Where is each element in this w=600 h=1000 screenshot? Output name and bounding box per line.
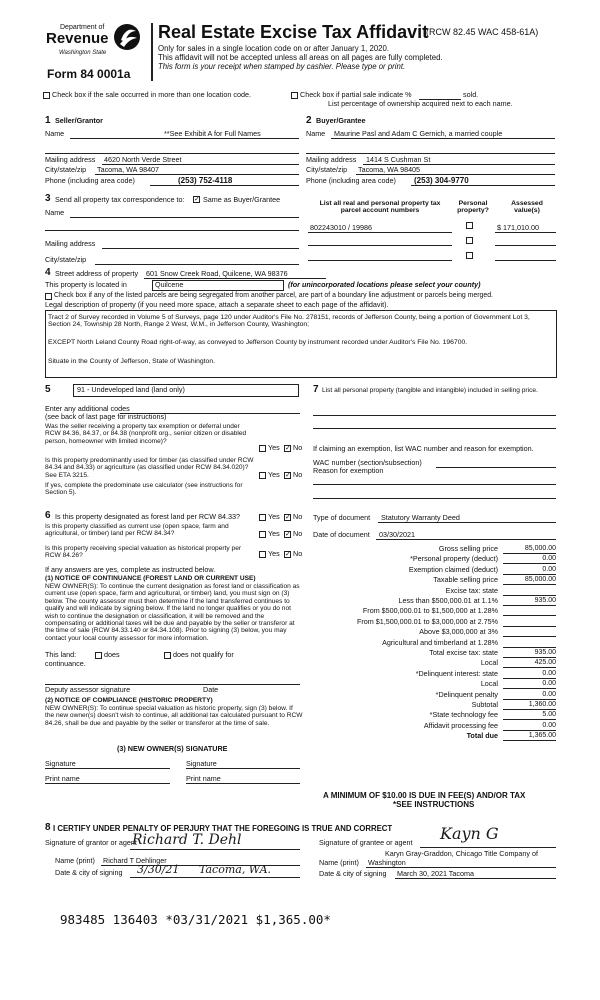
- land-does-not-checkbox[interactable]: [164, 652, 171, 659]
- seller-city-label: City/state/zip: [45, 165, 87, 174]
- personal-property-checkbox-2[interactable]: [466, 237, 473, 244]
- header-note-2: This affidavit will not be accepted unless all areas on all pages are fully completed.: [158, 53, 443, 62]
- additional-codes-note: (see back of last page for instructions): [45, 412, 167, 421]
- logo-state: Washington State: [59, 50, 107, 56]
- calc-row-label: Exemption claimed (deduct): [408, 565, 498, 574]
- segregated-checkbox[interactable]: [45, 293, 52, 300]
- calc-row-label: *Delinquent penalty: [435, 690, 498, 699]
- if-any-yes-note: If any answers are yes, complete as instructed below.: [45, 565, 216, 574]
- land-does-checkbox[interactable]: [95, 652, 102, 659]
- historic-question: Is this property receiving special valuation as historical property per RCW 84.26?: [45, 545, 242, 560]
- assessed-col-head: Assessed value(s): [511, 200, 543, 215]
- buyer-phone-label: Phone (including area code): [306, 176, 396, 185]
- current-use-yes-checkbox[interactable]: [259, 531, 266, 538]
- street-address-value: 601 Snow Creek Road, Quilcene, WA 98376: [146, 269, 288, 278]
- parcel-1-value: 802243010 / 19986: [310, 223, 372, 232]
- buyer-phone-line: [411, 185, 555, 186]
- calc-row-line: [503, 730, 556, 731]
- corr-mail-label: Mailing address: [45, 239, 96, 248]
- same-as-buyer-checkbox[interactable]: ✓: [194, 196, 200, 203]
- calc-row-label: Affidavit processing fee: [423, 721, 498, 730]
- calc-row-line: [503, 657, 556, 658]
- forest-no-checkbox[interactable]: ✓: [285, 514, 291, 521]
- calc-row-value: 1,365.00: [528, 732, 556, 739]
- compliance-notice-body: NEW OWNER(S): To continue special valuation as historic property, sign (3) below. If the new owner(s) doesn't wish to continue, all additional tax calculated pursuant to RCW 84.26, shall be due and payable by the seller or transferor at the time of sale.: [45, 705, 303, 727]
- document-type-value: Statutory Warranty Deed: [381, 513, 460, 522]
- section-6-number: 6: [45, 510, 51, 521]
- document-date-label: Date of document: [313, 530, 370, 539]
- calc-row-line: [503, 740, 556, 741]
- calc-row-line: [503, 595, 556, 596]
- legal-desc-paragraph-1: Tract 2 of Survey recorded in Volume 5 of Surveys, page 120 under Auditor's File No. 278151, records of Jefferson County, being a portion of Government Lot 3, Section 24, Township 28 North, Range 2 West, W.M., in Jefferson County, Washington;: [48, 314, 530, 329]
- land-does-label: does: [104, 650, 120, 659]
- calc-row-label: Agricultural and timberland at 1.28%: [382, 638, 498, 647]
- land-does-not-label: does not qualify for: [173, 650, 234, 659]
- forest-no-label: No: [293, 512, 303, 521]
- cashier-receipt-stamp: 983485 136403 *03/31/2021 $1,365.00*: [60, 912, 331, 927]
- certify-statement: I CERTIFY UNDER PENALTY OF PERJURY THAT THE FOREGOING IS TRUE AND CORRECT: [53, 824, 393, 833]
- calc-row-label: Less than $500,000.01 at 1.1%: [398, 596, 498, 605]
- unincorporated-note: (for unincorporated locations please select your county): [288, 280, 481, 289]
- continuance-label: continuance.: [45, 659, 86, 668]
- calc-row-label: Local: [480, 679, 498, 688]
- assessed-1-value: $ 171,010.00: [497, 223, 539, 232]
- timber-yes-checkbox[interactable]: [259, 472, 266, 479]
- legal-desc-label: Legal description of property (if you need more space, attach a separate sheet to each page of the affidavit).: [45, 300, 389, 309]
- corr-city-label: City/state/zip: [45, 255, 87, 264]
- seller-mail-label: Mailing address: [45, 155, 96, 164]
- calc-row-line: [503, 605, 556, 606]
- historic-yes-checkbox[interactable]: [259, 551, 266, 558]
- current-use-no-label: No: [293, 529, 303, 538]
- current-use-yes-label: Yes: [268, 529, 280, 538]
- buyer-blank-line: [306, 153, 555, 154]
- legal-desc-paragraph-3: Situate in the County of Jefferson, State of Washington.: [48, 358, 216, 365]
- historic-no-checkbox[interactable]: ✓: [285, 551, 291, 558]
- grantor-signature: Richard T. Dehl: [132, 832, 242, 848]
- calc-row-value: 1,360.00: [528, 701, 556, 708]
- grantee-signature-line: [420, 847, 556, 848]
- calc-row-label: From $1,500,000.01 to $3,000,000 at 2.75%: [356, 617, 498, 626]
- personal-property-checkbox-1[interactable]: [466, 222, 473, 229]
- street-address-line: [144, 278, 326, 279]
- section-3-number: 3: [45, 193, 51, 204]
- calc-row-line: [503, 709, 556, 710]
- grantor-city-value: Tacoma, WA.: [199, 863, 272, 876]
- located-in-label: This property is located in: [45, 280, 127, 289]
- current-use-question: Is this property classified as current use (open space, farm and agricultural, or timber) land per RCW 84.34?: [45, 523, 229, 538]
- personal-property-checkbox-3[interactable]: [466, 252, 473, 259]
- continuance-notice-body: NEW OWNER(S): To continue the current designation as forest land or classification as current use (open space, farm and agricultural, or timber) land, you must sign on (3) below. The county assessor must then determine if the land transferred continues to qualify and will indicate by signing below. If the land no longer qualifies or you do not wish to continue the designation or classification, it will be removed and the compensating or additional taxes will be due and payable by the seller or transferor at the time of sale (RCW 84.33.140 or 84.34.108). Prior to signing (3) below, you may contact your local county assessor for more information.: [45, 583, 300, 642]
- legal-desc-paragraph-2: EXCEPT North Leland County Road right-of-way, as conveyed to Jefferson County by instrument recorded under Auditor's File No. 196700.: [48, 339, 468, 346]
- grantor-signature-line: [130, 849, 300, 850]
- document-type-label: Type of document: [313, 513, 371, 522]
- minimum-fee-note: A MINIMUM OF $10.00 IS DUE IN FEE(S) AND/OR TAX: [323, 791, 526, 800]
- calc-row-line: [503, 719, 556, 720]
- personal-property-line-2: [313, 428, 556, 429]
- calc-row-label: *Personal property (deduct): [410, 554, 498, 563]
- exemption-list-label: If claiming an exemption, list WAC number and reason for exemption.: [313, 444, 534, 453]
- corr-city-line: [95, 264, 299, 265]
- logo-revenue: Revenue: [46, 30, 109, 47]
- corr-name-line: [70, 217, 299, 218]
- timber-note: If yes, complete the predominate use calculator (see instructions for Section 5).: [45, 482, 243, 497]
- tax-corr-label: Send all property tax correspondence to:: [55, 195, 185, 204]
- calc-row-label: *Delinquent interest: state: [415, 669, 498, 678]
- forest-yes-checkbox[interactable]: [259, 514, 266, 521]
- grantee-date-label: Date & city of signing: [319, 869, 387, 878]
- deputy-signature-label: Deputy assessor signature: [45, 685, 131, 694]
- assessed-line-3: [495, 260, 556, 261]
- dor-logo: [44, 22, 144, 66]
- seller-city-line: [95, 174, 299, 175]
- document-type-line: [378, 522, 556, 523]
- exemption-reason-line-2: [313, 498, 556, 499]
- location-select-value: Quilcene: [155, 280, 184, 289]
- buyer-mail-value: 1414 S Cushman St: [366, 155, 431, 164]
- calc-row-label: Subtotal: [471, 700, 498, 709]
- calc-row-value: 0.00: [542, 555, 556, 562]
- owner-print-label-2: Print name: [186, 774, 221, 783]
- calc-row-label: Total due: [466, 731, 498, 740]
- exemption-reason-label: Reason for exemption: [313, 466, 384, 475]
- form-number: Form 84 0001a: [47, 67, 131, 81]
- grantee-name-label: Name (print): [319, 858, 359, 867]
- seller-name-value: **See Exhibit A for Full Names: [164, 129, 261, 138]
- form-rcw: (RCW 82.45 WAC 458-61A): [426, 27, 539, 37]
- calc-row-line: [503, 699, 556, 700]
- assessed-line-1: [495, 232, 556, 233]
- calc-row-value: 0.00: [542, 670, 556, 677]
- exemption-no-label: No: [293, 443, 303, 452]
- seller-phone-label: Phone (including area code): [45, 176, 135, 185]
- logo-department: Department of: [60, 24, 105, 31]
- calc-row-value: 425.00: [534, 659, 556, 666]
- partial-ownership-note: List percentage of ownership acquired next to each name.: [328, 99, 513, 108]
- document-date-line: [376, 539, 556, 540]
- buyer-name-label: Name: [306, 129, 326, 138]
- calc-row-line: [503, 688, 556, 689]
- calc-row-label: *State technology fee: [429, 710, 498, 719]
- calc-row-line: [503, 647, 556, 648]
- form-title: Real Estate Excise Tax Affidavit: [158, 22, 429, 42]
- grantee-signature: Kayn G: [440, 824, 499, 843]
- grantor-signature-label: Signature of grantor or agent: [45, 838, 137, 847]
- street-address-label: Street address of property: [55, 269, 139, 278]
- segregated-label: Check box if any of the listed parcels are being segregated from another parcel, are part of a boundary line adjustment or parcels being merged.: [54, 292, 493, 299]
- calc-row-line: [503, 678, 556, 679]
- timber-yes-label: Yes: [268, 470, 280, 479]
- partial-sold-label: sold.: [463, 90, 479, 99]
- grantee-signature-label: Signature of grantee or agent: [319, 838, 413, 847]
- exemption-reason-line-1: [313, 484, 556, 485]
- seller-phone-line: [150, 185, 299, 186]
- historic-yes-label: Yes: [268, 549, 280, 558]
- calc-row-label: Taxable selling price: [433, 575, 498, 584]
- additional-codes-label: Enter any additional codes: [45, 404, 130, 413]
- calc-row-label: Above $3,000,000 at 3%: [419, 627, 498, 636]
- section-1-number: 1: [45, 115, 51, 126]
- calc-row-label: Total excise tax: state: [429, 648, 498, 657]
- calc-row-line: [503, 574, 556, 575]
- grantee-date-value: March 30, 2021 Tacoma: [397, 869, 474, 878]
- corr-blank-line: [45, 230, 299, 231]
- calc-row-value: 0.00: [542, 691, 556, 698]
- calc-row-value: 85,000.00: [524, 576, 556, 583]
- calc-row-value: 0.00: [542, 566, 556, 573]
- calc-row-line: [503, 615, 556, 616]
- grantor-name-value: Richard T Dehlinger: [103, 856, 167, 865]
- corr-mail-line: [102, 248, 299, 249]
- historic-no-label: No: [293, 549, 303, 558]
- section-5-number: 5: [45, 384, 51, 395]
- wac-number-label: WAC number (section/subsection): [313, 458, 422, 467]
- land-use-value: 91 - Undeveloped land (land only): [77, 385, 185, 394]
- calc-row-value: 935.00: [534, 597, 556, 604]
- calc-row-value: 0.00: [542, 722, 556, 729]
- section-7-number: 7: [313, 384, 319, 395]
- buyer-city-line: [356, 174, 555, 175]
- header-note-3: This form is your receipt when stamped by cashier. Please type or print.: [158, 62, 406, 71]
- deputy-date-label: Date: [203, 685, 219, 694]
- grantor-date-label: Date & city of signing: [55, 868, 123, 877]
- personal-property-list-label: List all personal property (tangible and intangible) included in selling price.: [322, 387, 538, 394]
- forest-land-question: Is this property designated as forest land per RCW 84.33?: [55, 512, 240, 521]
- calc-row-label: Local: [480, 658, 498, 667]
- seller-name-label: Name: [45, 129, 65, 138]
- document-date-value: 03/30/2021: [379, 530, 415, 539]
- calc-row-line: [503, 667, 556, 668]
- exemption-yes-label: Yes: [268, 443, 280, 452]
- owner-print-label-1: Print name: [45, 774, 80, 783]
- partial-sale-label: Check box if partial sale indicate %: [300, 90, 412, 99]
- section-4-number: 4: [45, 267, 51, 278]
- section-2-number: 2: [306, 115, 312, 126]
- header-note-1: Only for sales in a single location code on or after January 1, 2020.: [158, 44, 390, 53]
- legal-description-box: [45, 310, 557, 378]
- grantor-date-value: 3/30/21: [137, 863, 180, 876]
- current-use-no-checkbox[interactable]: ✓: [285, 531, 291, 538]
- forest-yes-label: Yes: [268, 512, 280, 521]
- parcel-line-3: [308, 260, 452, 261]
- revenue-swirl-icon: [112, 22, 142, 52]
- timber-question: Is this property predominantly used for timber (as classified under RCW 84.34 and 84.33) or agriculture (as classified under RCW 84.34.020)? See ETA 3215.: [45, 457, 254, 479]
- continuance-notice-head: (1) NOTICE OF CONTINUANCE (FOREST LAND OR CURRENT USE): [45, 575, 256, 582]
- timber-no-label: No: [293, 470, 303, 479]
- same-as-buyer-label: Same as Buyer/Grantee: [203, 195, 281, 204]
- calc-row-line: [503, 626, 556, 627]
- calc-row-value: 5.00: [542, 711, 556, 718]
- location-select[interactable]: [152, 280, 284, 291]
- corr-name-label: Name: [45, 208, 65, 217]
- calc-row-value: 935.00: [534, 649, 556, 656]
- parcel-line-1: [308, 232, 452, 233]
- buyer-city-label: City/state/zip: [306, 165, 348, 174]
- section-8-number: 8: [45, 822, 51, 833]
- seller-blank-line: [45, 153, 299, 154]
- calc-row-line: [503, 584, 556, 585]
- calc-row-value: 85,000.00: [524, 545, 556, 552]
- personal-col-head: Personal property?: [457, 200, 489, 215]
- buyer-mail-label: Mailing address: [306, 155, 357, 164]
- buyer-name-value: Maurine Pasl and Adam C Gernich, a married couple: [334, 129, 503, 138]
- calc-row-label: From $500,000.01 to $1,500,000 at 1.28%: [362, 606, 498, 615]
- grantee-name-value: Washington: [368, 858, 406, 867]
- seller-mail-value: 4620 North Verde Street: [104, 155, 182, 164]
- land-use-select[interactable]: [73, 384, 299, 397]
- multi-location-label: Check box if the sale occurred in more than one location code.: [52, 90, 251, 99]
- see-instructions-note: *SEE INSTRUCTIONS: [393, 800, 475, 809]
- this-land-label: This land:: [45, 650, 77, 659]
- partial-sale-checkbox[interactable]: [291, 92, 298, 99]
- parcel-col-head: List all real and personal property tax parcel account numbers: [319, 200, 441, 215]
- wac-number-line: [436, 467, 556, 468]
- assessed-line-2: [495, 245, 556, 246]
- owner-signature-label-2: Signature: [186, 759, 217, 768]
- compliance-notice-head: (2) NOTICE OF COMPLIANCE (HISTORIC PROPERTY): [45, 697, 213, 704]
- grantor-date-line: [130, 877, 300, 878]
- grantee-name-line: [366, 867, 556, 868]
- exemption-no-checkbox[interactable]: ✓: [285, 445, 291, 452]
- calc-row-value: 0.00: [542, 680, 556, 687]
- timber-no-checkbox[interactable]: ✓: [285, 472, 291, 479]
- seller-heading: Seller/Grantor: [55, 116, 103, 125]
- owner-signature-label-1: Signature: [45, 759, 76, 768]
- calc-row-line: [503, 563, 556, 564]
- calc-row-line: [503, 553, 556, 554]
- exemption-yes-checkbox[interactable]: [259, 445, 266, 452]
- buyer-heading: Buyer/Grantee: [316, 116, 366, 125]
- header-divider: [151, 23, 153, 81]
- multi-location-checkbox[interactable]: [43, 92, 50, 99]
- buyer-city-value: Tacoma, WA 98405: [358, 165, 421, 174]
- exemption-question: Was the seller receiving a property tax exemption or deferral under RCW 84.36, 84.37, or 84.38 (nonprofit org., senior citizen or disabled person, homeowner with limited income)?: [45, 423, 247, 445]
- grantee-date-line: [395, 878, 556, 879]
- buyer-phone-value: (253) 304-9770: [414, 176, 469, 185]
- calc-row-line: [503, 636, 556, 637]
- calc-row-label: Excise tax: state: [445, 586, 498, 595]
- grantor-name-label: Name (print): [55, 856, 95, 865]
- grantee-agent-line: Karyn Gray-Graddon, Chicago Title Company of: [385, 849, 539, 858]
- personal-property-line-1: [313, 415, 556, 416]
- calc-row-label: Gross selling price: [438, 544, 498, 553]
- seller-city-value: Tacoma, WA 98407: [97, 165, 160, 174]
- new-owner-signature-head: (3) NEW OWNER(S) SIGNATURE: [117, 744, 228, 753]
- parcel-line-2: [308, 245, 452, 246]
- seller-phone-value: (253) 752-4118: [178, 176, 233, 185]
